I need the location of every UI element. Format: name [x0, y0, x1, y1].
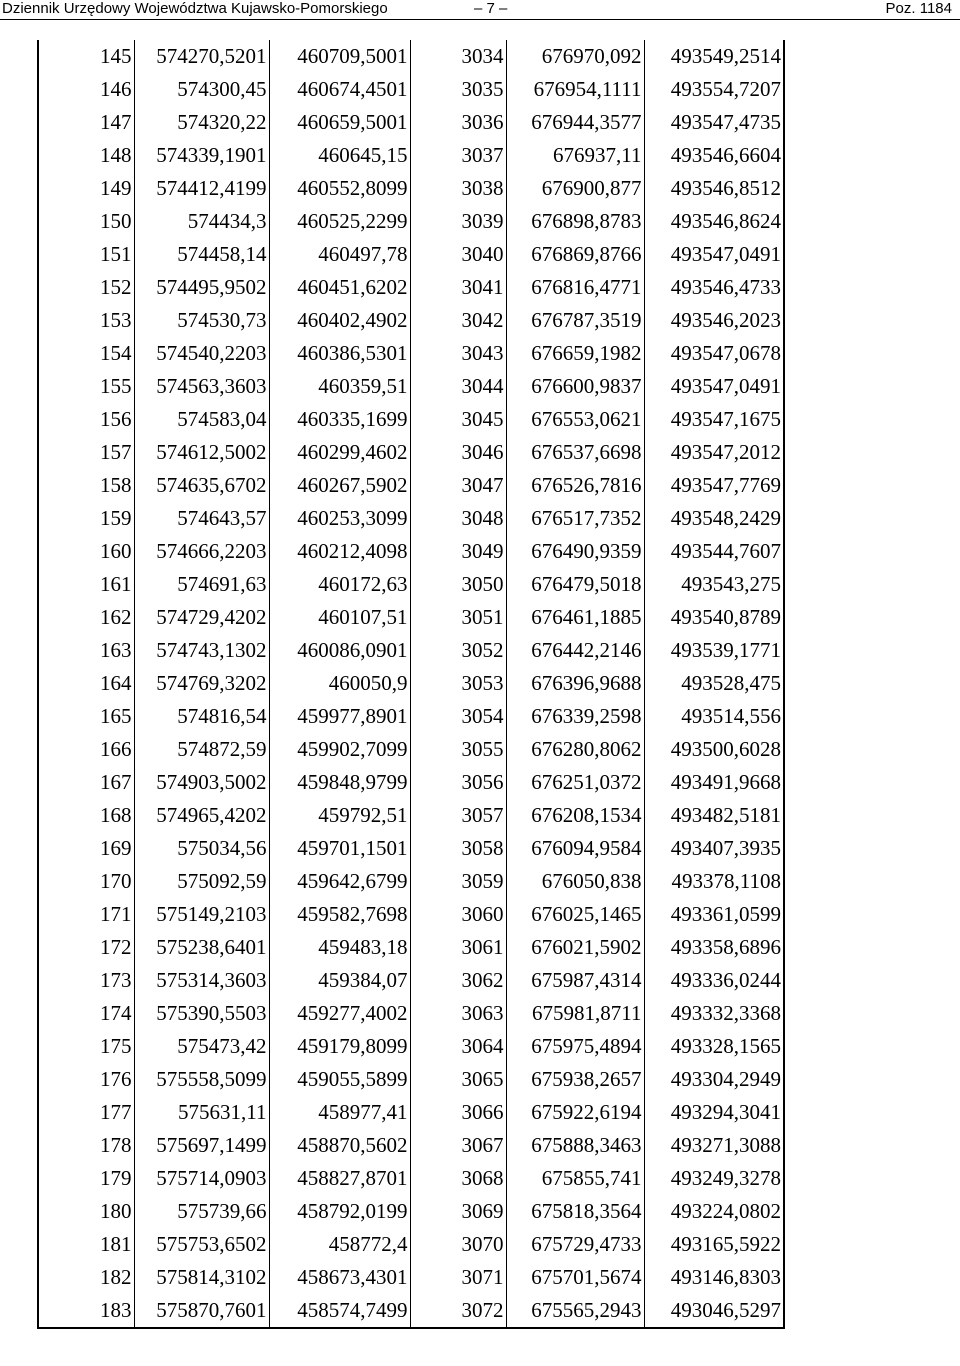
cell-y-coordinate-b: 493407,3935: [644, 832, 784, 865]
cell-x-coordinate-a: 574635,6702: [134, 469, 269, 502]
cell-point-number-a: 150: [38, 205, 134, 238]
cell-x-coordinate-b: 676970,092: [506, 40, 644, 73]
cell-y-coordinate-a: 460451,6202: [269, 271, 410, 304]
cell-point-number-b: 3055: [410, 733, 506, 766]
cell-y-coordinate-a: 460386,5301: [269, 337, 410, 370]
cell-point-number-a: 176: [38, 1063, 134, 1096]
cell-x-coordinate-a: 575314,3603: [134, 964, 269, 997]
cell-y-coordinate-b: 493146,8303: [644, 1261, 784, 1294]
cell-point-number-b: 3041: [410, 271, 506, 304]
cell-point-number-a: 165: [38, 700, 134, 733]
cell-point-number-a: 178: [38, 1129, 134, 1162]
cell-x-coordinate-b: 675981,8711: [506, 997, 644, 1030]
cell-point-number-a: 154: [38, 337, 134, 370]
cell-x-coordinate-a: 574666,2203: [134, 535, 269, 568]
cell-y-coordinate-b: 493549,2514: [644, 40, 784, 73]
table-row: [38, 502, 784, 535]
cell-point-number-b: 3042: [410, 304, 506, 337]
cell-point-number-b: 3047: [410, 469, 506, 502]
cell-x-coordinate-a: 575092,59: [134, 865, 269, 898]
cell-y-coordinate-b: 493546,8624: [644, 205, 784, 238]
cell-y-coordinate-b: 493547,2012: [644, 436, 784, 469]
cell-y-coordinate-b: 493332,3368: [644, 997, 784, 1030]
page-header: [0, 0, 960, 20]
cell-x-coordinate-a: 575697,1499: [134, 1129, 269, 1162]
table-row: [38, 568, 784, 601]
cell-x-coordinate-b: 676517,7352: [506, 502, 644, 535]
cell-y-coordinate-a: 460335,1699: [269, 403, 410, 436]
cell-y-coordinate-b: 493540,8789: [644, 601, 784, 634]
cell-point-number-a: 156: [38, 403, 134, 436]
cell-x-coordinate-b: 676442,2146: [506, 634, 644, 667]
cell-y-coordinate-a: 458792,0199: [269, 1195, 410, 1228]
cell-x-coordinate-a: 574903,5002: [134, 766, 269, 799]
cell-point-number-a: 161: [38, 568, 134, 601]
cell-x-coordinate-a: 575814,3102: [134, 1261, 269, 1294]
cell-y-coordinate-a: 459384,07: [269, 964, 410, 997]
cell-x-coordinate-a: 574563,3603: [134, 370, 269, 403]
cell-y-coordinate-a: 460267,5902: [269, 469, 410, 502]
cell-point-number-a: 166: [38, 733, 134, 766]
cell-point-number-a: 182: [38, 1261, 134, 1294]
cell-y-coordinate-a: 460086,0901: [269, 634, 410, 667]
cell-x-coordinate-b: 676461,1885: [506, 601, 644, 634]
cell-y-coordinate-b: 493361,0599: [644, 898, 784, 931]
cell-x-coordinate-b: 675922,6194: [506, 1096, 644, 1129]
cell-x-coordinate-a: 574495,9502: [134, 271, 269, 304]
cell-point-number-b: 3065: [410, 1063, 506, 1096]
cell-x-coordinate-b: 675565,2943: [506, 1294, 644, 1328]
table-row: [38, 832, 784, 865]
cell-y-coordinate-a: 458574,7499: [269, 1294, 410, 1328]
cell-x-coordinate-b: 675888,3463: [506, 1129, 644, 1162]
cell-point-number-b: 3064: [410, 1030, 506, 1063]
cell-x-coordinate-b: 676526,7816: [506, 469, 644, 502]
cell-x-coordinate-b: 676490,9359: [506, 535, 644, 568]
cell-x-coordinate-a: 574530,73: [134, 304, 269, 337]
cell-y-coordinate-a: 460402,4902: [269, 304, 410, 337]
cell-point-number-a: 155: [38, 370, 134, 403]
cell-point-number-b: 3057: [410, 799, 506, 832]
cell-point-number-b: 3035: [410, 73, 506, 106]
cell-y-coordinate-a: 460525,2299: [269, 205, 410, 238]
cell-x-coordinate-b: 676094,9584: [506, 832, 644, 865]
cell-y-coordinate-b: 493491,9668: [644, 766, 784, 799]
cell-point-number-a: 168: [38, 799, 134, 832]
cell-point-number-a: 174: [38, 997, 134, 1030]
cell-x-coordinate-a: 575473,42: [134, 1030, 269, 1063]
cell-x-coordinate-b: 676816,4771: [506, 271, 644, 304]
cell-x-coordinate-b: 676944,3577: [506, 106, 644, 139]
cell-x-coordinate-b: 676900,877: [506, 172, 644, 205]
table-row: [38, 766, 784, 799]
header-rule: [0, 19, 960, 20]
cell-y-coordinate-a: 460674,4501: [269, 73, 410, 106]
table-row: [38, 1195, 784, 1228]
cell-x-coordinate-a: 574612,5002: [134, 436, 269, 469]
cell-x-coordinate-a: 574540,2203: [134, 337, 269, 370]
cell-y-coordinate-a: 459055,5899: [269, 1063, 410, 1096]
table-row: [38, 40, 784, 73]
cell-y-coordinate-a: 459179,8099: [269, 1030, 410, 1063]
cell-x-coordinate-b: 675975,4894: [506, 1030, 644, 1063]
cell-point-number-b: 3053: [410, 667, 506, 700]
cell-x-coordinate-b: 676050,838: [506, 865, 644, 898]
cell-point-number-b: 3049: [410, 535, 506, 568]
cell-y-coordinate-a: 460253,3099: [269, 502, 410, 535]
cell-y-coordinate-a: 459792,51: [269, 799, 410, 832]
cell-x-coordinate-b: 676937,11: [506, 139, 644, 172]
cell-x-coordinate-b: 676954,1111: [506, 73, 644, 106]
table-row: [38, 370, 784, 403]
table-row: [38, 139, 784, 172]
cell-x-coordinate-a: 575739,66: [134, 1195, 269, 1228]
cell-point-number-a: 183: [38, 1294, 134, 1328]
cell-x-coordinate-a: 575870,7601: [134, 1294, 269, 1328]
cell-y-coordinate-a: 458673,4301: [269, 1261, 410, 1294]
cell-point-number-a: 175: [38, 1030, 134, 1063]
cell-point-number-b: 3063: [410, 997, 506, 1030]
table-row: [38, 1162, 784, 1195]
cell-y-coordinate-b: 493547,0491: [644, 238, 784, 271]
cell-y-coordinate-a: 459582,7698: [269, 898, 410, 931]
cell-y-coordinate-a: 460050,9: [269, 667, 410, 700]
cell-x-coordinate-a: 574583,04: [134, 403, 269, 436]
cell-x-coordinate-b: 675701,5674: [506, 1261, 644, 1294]
cell-x-coordinate-a: 575390,5503: [134, 997, 269, 1030]
cell-point-number-b: 3070: [410, 1228, 506, 1261]
cell-y-coordinate-b: 493546,2023: [644, 304, 784, 337]
cell-y-coordinate-a: 460107,51: [269, 601, 410, 634]
cell-x-coordinate-b: 676553,0621: [506, 403, 644, 436]
cell-y-coordinate-a: 460709,5001: [269, 40, 410, 73]
cell-x-coordinate-a: 574729,4202: [134, 601, 269, 634]
cell-point-number-a: 148: [38, 139, 134, 172]
cell-x-coordinate-b: 676600,9837: [506, 370, 644, 403]
cell-y-coordinate-b: 493482,5181: [644, 799, 784, 832]
cell-point-number-b: 3039: [410, 205, 506, 238]
cell-point-number-b: 3059: [410, 865, 506, 898]
cell-y-coordinate-b: 493544,7607: [644, 535, 784, 568]
cell-x-coordinate-a: 574458,14: [134, 238, 269, 271]
cell-y-coordinate-b: 493528,475: [644, 667, 784, 700]
cell-y-coordinate-a: 459977,8901: [269, 700, 410, 733]
cell-x-coordinate-b: 675818,3564: [506, 1195, 644, 1228]
cell-y-coordinate-b: 493304,2949: [644, 1063, 784, 1096]
cell-x-coordinate-b: 676396,9688: [506, 667, 644, 700]
table-row: [38, 271, 784, 304]
table-row: [38, 106, 784, 139]
cell-x-coordinate-b: 676898,8783: [506, 205, 644, 238]
cell-point-number-a: 164: [38, 667, 134, 700]
cell-y-coordinate-a: 459902,7099: [269, 733, 410, 766]
table-row: [38, 1261, 784, 1294]
cell-point-number-b: 3052: [410, 634, 506, 667]
cell-x-coordinate-a: 575753,6502: [134, 1228, 269, 1261]
cell-point-number-a: 179: [38, 1162, 134, 1195]
cell-point-number-a: 167: [38, 766, 134, 799]
cell-point-number-b: 3044: [410, 370, 506, 403]
cell-y-coordinate-a: 460172,63: [269, 568, 410, 601]
cell-point-number-b: 3062: [410, 964, 506, 997]
cell-y-coordinate-a: 460299,4602: [269, 436, 410, 469]
cell-y-coordinate-a: 459483,18: [269, 931, 410, 964]
cell-point-number-b: 3037: [410, 139, 506, 172]
cell-y-coordinate-b: 493336,0244: [644, 964, 784, 997]
cell-y-coordinate-b: 493547,0491: [644, 370, 784, 403]
table-row: [38, 535, 784, 568]
cell-x-coordinate-b: 676479,5018: [506, 568, 644, 601]
cell-y-coordinate-b: 493543,275: [644, 568, 784, 601]
cell-point-number-b: 3071: [410, 1261, 506, 1294]
table-row: [38, 1228, 784, 1261]
cell-y-coordinate-a: 458772,4: [269, 1228, 410, 1261]
cell-point-number-b: 3043: [410, 337, 506, 370]
cell-point-number-a: 152: [38, 271, 134, 304]
cell-point-number-b: 3060: [410, 898, 506, 931]
table-row: [38, 337, 784, 370]
cell-y-coordinate-b: 493554,7207: [644, 73, 784, 106]
cell-point-number-a: 172: [38, 931, 134, 964]
cell-x-coordinate-a: 574691,63: [134, 568, 269, 601]
cell-x-coordinate-a: 574270,5201: [134, 40, 269, 73]
cell-x-coordinate-b: 675729,4733: [506, 1228, 644, 1261]
cell-y-coordinate-a: 460497,78: [269, 238, 410, 271]
table-row: [38, 667, 784, 700]
table-row: [38, 172, 784, 205]
cell-point-number-b: 3050: [410, 568, 506, 601]
cell-point-number-a: 181: [38, 1228, 134, 1261]
table-row: [38, 205, 784, 238]
cell-point-number-b: 3048: [410, 502, 506, 535]
cell-point-number-b: 3061: [410, 931, 506, 964]
cell-x-coordinate-b: 676659,1982: [506, 337, 644, 370]
cell-x-coordinate-b: 676251,0372: [506, 766, 644, 799]
cell-point-number-b: 3067: [410, 1129, 506, 1162]
cell-point-number-b: 3040: [410, 238, 506, 271]
cell-y-coordinate-a: 459848,9799: [269, 766, 410, 799]
table-row: [38, 865, 784, 898]
cell-y-coordinate-b: 493546,6604: [644, 139, 784, 172]
cell-y-coordinate-b: 493046,5297: [644, 1294, 784, 1328]
cell-point-number-a: 180: [38, 1195, 134, 1228]
cell-point-number-b: 3045: [410, 403, 506, 436]
cell-point-number-a: 162: [38, 601, 134, 634]
cell-y-coordinate-b: 493547,7769: [644, 469, 784, 502]
cell-y-coordinate-b: 493358,6896: [644, 931, 784, 964]
cell-y-coordinate-b: 493546,4733: [644, 271, 784, 304]
cell-y-coordinate-a: 460212,4098: [269, 535, 410, 568]
table-row: [38, 436, 784, 469]
cell-x-coordinate-a: 575558,5099: [134, 1063, 269, 1096]
cell-x-coordinate-b: 676208,1534: [506, 799, 644, 832]
table-row: [38, 1030, 784, 1063]
cell-point-number-b: 3046: [410, 436, 506, 469]
cell-y-coordinate-a: 458870,5602: [269, 1129, 410, 1162]
cell-y-coordinate-a: 459277,4002: [269, 997, 410, 1030]
cell-x-coordinate-a: 574643,57: [134, 502, 269, 535]
cell-x-coordinate-b: 676021,5902: [506, 931, 644, 964]
cell-y-coordinate-b: 493249,3278: [644, 1162, 784, 1195]
cell-y-coordinate-b: 493224,0802: [644, 1195, 784, 1228]
table-row: [38, 931, 784, 964]
cell-point-number-a: 151: [38, 238, 134, 271]
cell-y-coordinate-b: 493547,1675: [644, 403, 784, 436]
cell-y-coordinate-a: 460552,8099: [269, 172, 410, 205]
cell-x-coordinate-b: 676280,8062: [506, 733, 644, 766]
table-row: [38, 238, 784, 271]
cell-x-coordinate-a: 575149,2103: [134, 898, 269, 931]
cell-point-number-b: 3068: [410, 1162, 506, 1195]
page-number: – 7 –: [474, 0, 508, 17]
cell-point-number-b: 3054: [410, 700, 506, 733]
cell-x-coordinate-a: 575034,56: [134, 832, 269, 865]
cell-x-coordinate-a: 574434,3: [134, 205, 269, 238]
table-row: [38, 1063, 784, 1096]
cell-y-coordinate-b: 493546,8512: [644, 172, 784, 205]
coordinates-table-body: [38, 40, 784, 1328]
table-row: [38, 1294, 784, 1328]
cell-x-coordinate-a: 574320,22: [134, 106, 269, 139]
cell-y-coordinate-b: 493500,6028: [644, 733, 784, 766]
coordinates-table: [37, 40, 785, 1329]
cell-point-number-a: 177: [38, 1096, 134, 1129]
cell-point-number-b: 3051: [410, 601, 506, 634]
cell-y-coordinate-a: 458977,41: [269, 1096, 410, 1129]
cell-y-coordinate-a: 460659,5001: [269, 106, 410, 139]
cell-x-coordinate-a: 574769,3202: [134, 667, 269, 700]
cell-x-coordinate-b: 675987,4314: [506, 964, 644, 997]
cell-point-number-b: 3038: [410, 172, 506, 205]
cell-y-coordinate-b: 493294,3041: [644, 1096, 784, 1129]
cell-x-coordinate-a: 574300,45: [134, 73, 269, 106]
cell-y-coordinate-a: 459642,6799: [269, 865, 410, 898]
cell-y-coordinate-a: 458827,8701: [269, 1162, 410, 1195]
cell-point-number-a: 153: [38, 304, 134, 337]
cell-y-coordinate-a: 459701,1501: [269, 832, 410, 865]
cell-x-coordinate-a: 574816,54: [134, 700, 269, 733]
table-row: [38, 1096, 784, 1129]
cell-x-coordinate-a: 574339,1901: [134, 139, 269, 172]
cell-x-coordinate-b: 675938,2657: [506, 1063, 644, 1096]
journal-title: Dziennik Urzędowy Województwa Kujawsko-Pomorskiego: [2, 0, 388, 17]
table-row: [38, 964, 784, 997]
table-row: [38, 73, 784, 106]
table-row: [38, 304, 784, 337]
position-number: Poz. 1184: [885, 0, 952, 17]
cell-y-coordinate-b: 493548,2429: [644, 502, 784, 535]
cell-point-number-a: 157: [38, 436, 134, 469]
cell-point-number-b: 3036: [410, 106, 506, 139]
cell-x-coordinate-b: 675855,741: [506, 1162, 644, 1195]
table-row: [38, 997, 784, 1030]
table-row: [38, 898, 784, 931]
cell-y-coordinate-b: 493547,4735: [644, 106, 784, 139]
cell-point-number-a: 170: [38, 865, 134, 898]
cell-point-number-b: 3072: [410, 1294, 506, 1328]
cell-x-coordinate-a: 575631,11: [134, 1096, 269, 1129]
cell-x-coordinate-a: 574743,1302: [134, 634, 269, 667]
cell-x-coordinate-a: 574965,4202: [134, 799, 269, 832]
cell-point-number-a: 160: [38, 535, 134, 568]
table-row: [38, 601, 784, 634]
cell-point-number-a: 158: [38, 469, 134, 502]
cell-y-coordinate-b: 493547,0678: [644, 337, 784, 370]
table-row: [38, 799, 784, 832]
cell-y-coordinate-b: 493328,1565: [644, 1030, 784, 1063]
cell-point-number-a: 147: [38, 106, 134, 139]
table-row: [38, 634, 784, 667]
cell-x-coordinate-b: 676339,2598: [506, 700, 644, 733]
cell-point-number-b: 3066: [410, 1096, 506, 1129]
table-row: [38, 403, 784, 436]
cell-x-coordinate-b: 676537,6698: [506, 436, 644, 469]
cell-point-number-a: 169: [38, 832, 134, 865]
cell-y-coordinate-b: 493378,1108: [644, 865, 784, 898]
cell-x-coordinate-b: 676787,3519: [506, 304, 644, 337]
cell-y-coordinate-a: 460645,15: [269, 139, 410, 172]
table-row: [38, 700, 784, 733]
cell-x-coordinate-a: 574412,4199: [134, 172, 269, 205]
table-row: [38, 733, 784, 766]
cell-point-number-b: 3069: [410, 1195, 506, 1228]
cell-y-coordinate-b: 493271,3088: [644, 1129, 784, 1162]
cell-y-coordinate-b: 493539,1771: [644, 634, 784, 667]
cell-y-coordinate-a: 460359,51: [269, 370, 410, 403]
cell-point-number-a: 145: [38, 40, 134, 73]
cell-point-number-a: 146: [38, 73, 134, 106]
cell-x-coordinate-a: 574872,59: [134, 733, 269, 766]
cell-point-number-b: 3056: [410, 766, 506, 799]
cell-y-coordinate-b: 493165,5922: [644, 1228, 784, 1261]
cell-x-coordinate-a: 575714,0903: [134, 1162, 269, 1195]
cell-x-coordinate-b: 676025,1465: [506, 898, 644, 931]
cell-x-coordinate-a: 575238,6401: [134, 931, 269, 964]
table-row: [38, 469, 784, 502]
cell-point-number-a: 163: [38, 634, 134, 667]
cell-x-coordinate-b: 676869,8766: [506, 238, 644, 271]
table-row: [38, 1129, 784, 1162]
cell-y-coordinate-b: 493514,556: [644, 700, 784, 733]
cell-point-number-a: 171: [38, 898, 134, 931]
cell-point-number-b: 3034: [410, 40, 506, 73]
cell-point-number-a: 159: [38, 502, 134, 535]
cell-point-number-b: 3058: [410, 832, 506, 865]
cell-point-number-a: 173: [38, 964, 134, 997]
cell-point-number-a: 149: [38, 172, 134, 205]
